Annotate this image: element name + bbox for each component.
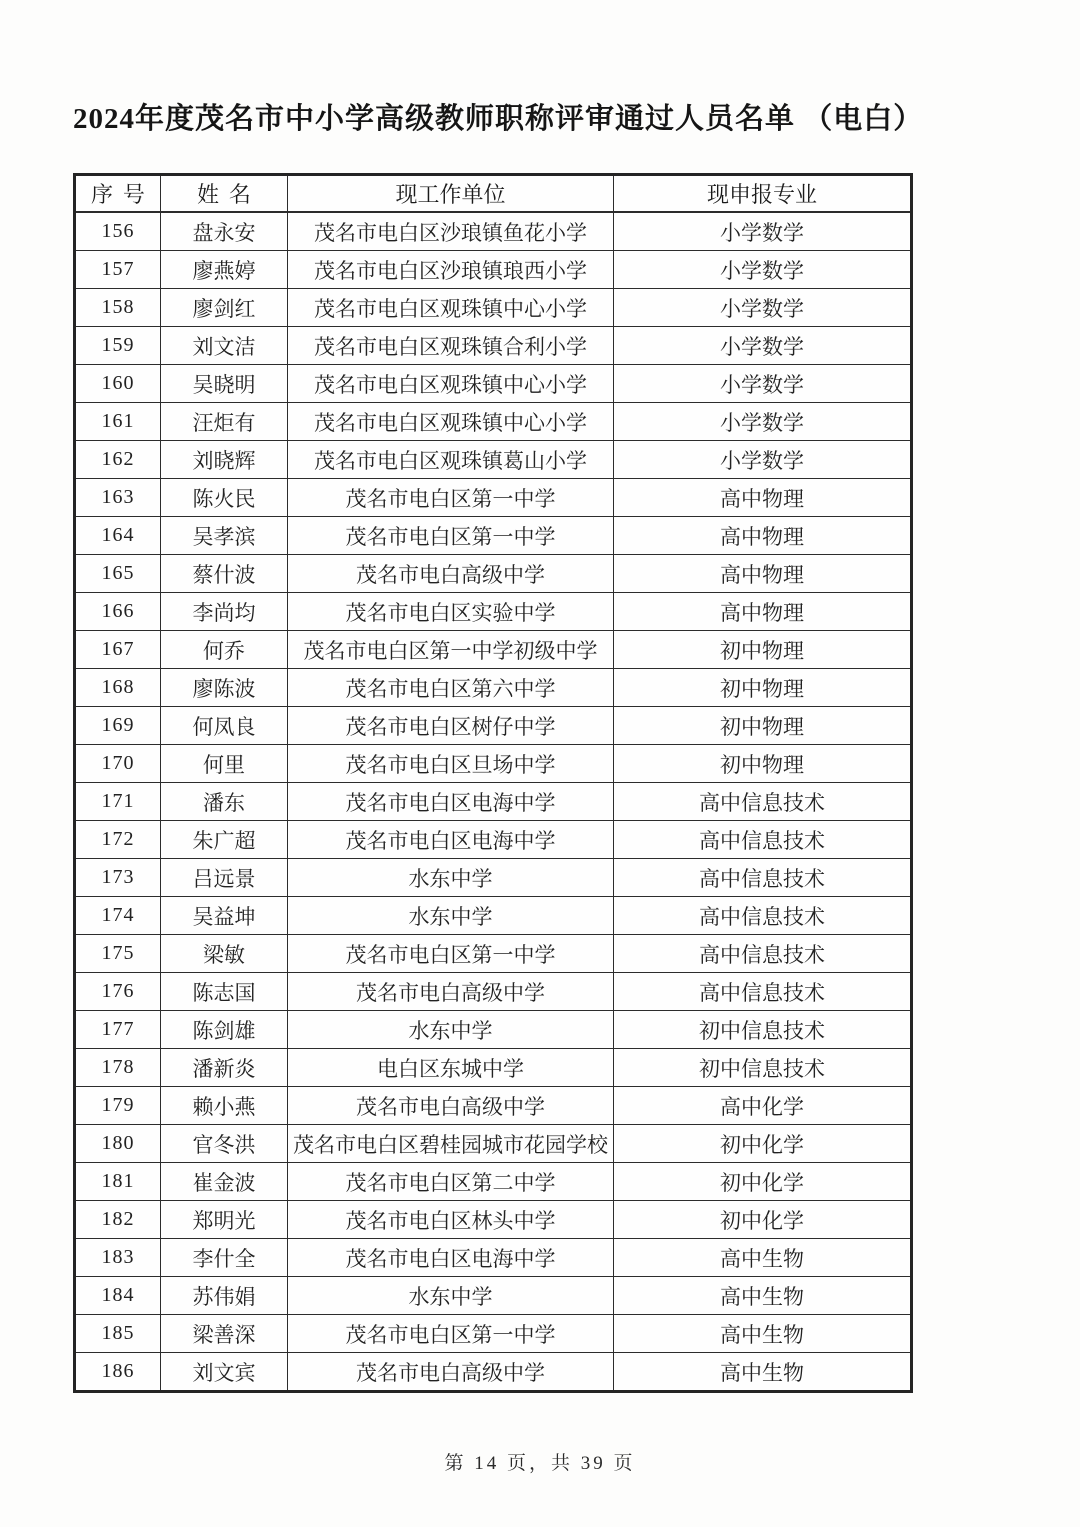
cell-name: 崔金波 [161, 1163, 288, 1201]
cell-specialty: 小学数学 [614, 327, 912, 365]
cell-work-unit: 茂名市电白高级中学 [288, 555, 614, 593]
cell-work-unit: 茂名市电白区第一中学 [288, 479, 614, 517]
cell-serial: 164 [75, 517, 161, 555]
table-row [75, 935, 912, 973]
cell-work-unit: 茂名市电白区沙琅镇鱼花小学 [288, 212, 614, 251]
cell-specialty: 初中化学 [614, 1163, 912, 1201]
cell-specialty: 高中生物 [614, 1239, 912, 1277]
cell-specialty: 初中信息技术 [614, 1011, 912, 1049]
table-row [75, 403, 912, 441]
table-row [75, 1353, 912, 1392]
cell-name: 吴益坤 [161, 897, 288, 935]
cell-work-unit: 茂名市电白区沙琅镇琅西小学 [288, 251, 614, 289]
page-title: 2024年度茂名市中小学高级教师职称评审通过人员名单 （电白） [73, 103, 924, 135]
table-row [75, 1163, 912, 1201]
page-number: 第 14 页，共 39 页 [444, 1453, 636, 1474]
cell-specialty: 初中化学 [614, 1125, 912, 1163]
cell-specialty: 初中物理 [614, 745, 912, 783]
cell-name: 廖燕婷 [161, 251, 288, 289]
cell-serial: 158 [75, 289, 161, 327]
cell-serial: 157 [75, 251, 161, 289]
cell-specialty: 初中物理 [614, 707, 912, 745]
table-row [75, 783, 912, 821]
cell-work-unit: 茂名市电白区第二中学 [288, 1163, 614, 1201]
table-row [75, 669, 912, 707]
table-row [75, 897, 912, 935]
cell-name: 潘新炎 [161, 1049, 288, 1087]
cell-name: 刘晓辉 [161, 441, 288, 479]
cell-specialty: 高中生物 [614, 1353, 912, 1392]
table-row [75, 251, 912, 289]
cell-specialty: 高中生物 [614, 1315, 912, 1353]
cell-specialty: 高中物理 [614, 593, 912, 631]
cell-name: 吴晓明 [161, 365, 288, 403]
cell-specialty: 高中信息技术 [614, 783, 912, 821]
table-row [75, 479, 912, 517]
table-row [75, 1239, 912, 1277]
cell-work-unit: 茂名市电白高级中学 [288, 973, 614, 1011]
cell-name: 何乔 [161, 631, 288, 669]
cell-serial: 182 [75, 1201, 161, 1239]
cell-serial: 160 [75, 365, 161, 403]
cell-work-unit: 茂名市电白区观珠镇中心小学 [288, 403, 614, 441]
table-row [75, 365, 912, 403]
cell-name: 李尚均 [161, 593, 288, 631]
cell-name: 吴孝滨 [161, 517, 288, 555]
cell-specialty: 高中信息技术 [614, 821, 912, 859]
cell-serial: 156 [75, 212, 161, 251]
cell-work-unit: 茂名市电白区观珠镇中心小学 [288, 365, 614, 403]
cell-work-unit: 茂名市电白区观珠镇葛山小学 [288, 441, 614, 479]
cell-work-unit: 茂名市电白区第一中学 [288, 1315, 614, 1353]
table-row [75, 859, 912, 897]
cell-work-unit: 茂名市电白区第一中学 [288, 935, 614, 973]
cell-work-unit: 茂名市电白区第六中学 [288, 669, 614, 707]
cell-work-unit: 茂名市电白区第一中学 [288, 517, 614, 555]
cell-name: 蔡什波 [161, 555, 288, 593]
cell-serial: 183 [75, 1239, 161, 1277]
cell-work-unit: 水东中学 [288, 1011, 614, 1049]
cell-specialty: 高中信息技术 [614, 935, 912, 973]
cell-specialty: 高中化学 [614, 1087, 912, 1125]
cell-name: 郑明光 [161, 1201, 288, 1239]
cell-specialty: 初中信息技术 [614, 1049, 912, 1087]
cell-serial: 174 [75, 897, 161, 935]
table-row [75, 1201, 912, 1239]
table-row [75, 327, 912, 365]
cell-serial: 162 [75, 441, 161, 479]
cell-name: 刘文洁 [161, 327, 288, 365]
table-row [75, 212, 912, 251]
cell-specialty: 高中信息技术 [614, 859, 912, 897]
cell-name: 陈志国 [161, 973, 288, 1011]
cell-name: 潘东 [161, 783, 288, 821]
cell-specialty: 高中物理 [614, 479, 912, 517]
column-header-name: 姓名 [161, 175, 288, 213]
column-header-work-unit: 现工作单位 [288, 175, 614, 213]
table-row [75, 517, 912, 555]
cell-serial: 180 [75, 1125, 161, 1163]
cell-work-unit: 茂名市电白区碧桂园城市花园学校 [288, 1125, 614, 1163]
table-row [75, 1011, 912, 1049]
cell-name: 吕远景 [161, 859, 288, 897]
cell-name: 朱广超 [161, 821, 288, 859]
table-row [75, 1049, 912, 1087]
table-row [75, 745, 912, 783]
cell-serial: 177 [75, 1011, 161, 1049]
cell-name: 何凤良 [161, 707, 288, 745]
cell-name: 廖剑红 [161, 289, 288, 327]
table-header-row [75, 175, 912, 213]
cell-work-unit: 水东中学 [288, 897, 614, 935]
cell-specialty: 小学数学 [614, 289, 912, 327]
cell-name: 廖陈波 [161, 669, 288, 707]
cell-specialty: 初中物理 [614, 631, 912, 669]
cell-specialty: 高中信息技术 [614, 897, 912, 935]
cell-specialty: 初中物理 [614, 669, 912, 707]
table-row [75, 1087, 912, 1125]
cell-name: 李什全 [161, 1239, 288, 1277]
cell-work-unit: 茂名市电白区第一中学初级中学 [288, 631, 614, 669]
cell-serial: 175 [75, 935, 161, 973]
cell-specialty: 小学数学 [614, 441, 912, 479]
cell-specialty: 高中信息技术 [614, 973, 912, 1011]
cell-serial: 168 [75, 669, 161, 707]
cell-serial: 163 [75, 479, 161, 517]
table-row [75, 973, 912, 1011]
table-row [75, 593, 912, 631]
cell-name: 赖小燕 [161, 1087, 288, 1125]
cell-serial: 161 [75, 403, 161, 441]
table-row [75, 1125, 912, 1163]
cell-specialty: 小学数学 [614, 365, 912, 403]
cell-serial: 167 [75, 631, 161, 669]
cell-name: 汪炬有 [161, 403, 288, 441]
cell-serial: 181 [75, 1163, 161, 1201]
table-row [75, 631, 912, 669]
cell-serial: 184 [75, 1277, 161, 1315]
cell-work-unit: 茂名市电白区电海中学 [288, 821, 614, 859]
cell-serial: 172 [75, 821, 161, 859]
cell-work-unit: 电白区东城中学 [288, 1049, 614, 1087]
cell-specialty: 小学数学 [614, 403, 912, 441]
cell-name: 官冬洪 [161, 1125, 288, 1163]
table-row [75, 555, 912, 593]
cell-serial: 178 [75, 1049, 161, 1087]
cell-serial: 169 [75, 707, 161, 745]
table-row [75, 441, 912, 479]
cell-work-unit: 茂名市电白区电海中学 [288, 783, 614, 821]
cell-serial: 165 [75, 555, 161, 593]
cell-work-unit: 茂名市电白区树仔中学 [288, 707, 614, 745]
table-row [75, 289, 912, 327]
cell-work-unit: 茂名市电白区观珠镇中心小学 [288, 289, 614, 327]
cell-name: 梁善深 [161, 1315, 288, 1353]
cell-specialty: 高中物理 [614, 517, 912, 555]
cell-serial: 166 [75, 593, 161, 631]
cell-serial: 173 [75, 859, 161, 897]
cell-work-unit: 水东中学 [288, 1277, 614, 1315]
cell-work-unit: 茂名市电白高级中学 [288, 1087, 614, 1125]
table-row [75, 821, 912, 859]
cell-name: 陈剑雄 [161, 1011, 288, 1049]
cell-serial: 170 [75, 745, 161, 783]
cell-work-unit: 茂名市电白区实验中学 [288, 593, 614, 631]
roster-table [73, 173, 913, 1393]
table-body [75, 212, 912, 1392]
cell-name: 盘永安 [161, 212, 288, 251]
cell-serial: 179 [75, 1087, 161, 1125]
table-row [75, 707, 912, 745]
cell-specialty: 小学数学 [614, 251, 912, 289]
column-header-specialty: 现申报专业 [614, 175, 912, 213]
cell-name: 苏伟娟 [161, 1277, 288, 1315]
cell-serial: 159 [75, 327, 161, 365]
cell-specialty: 小学数学 [614, 212, 912, 251]
cell-specialty: 初中化学 [614, 1201, 912, 1239]
cell-work-unit: 茂名市电白区电海中学 [288, 1239, 614, 1277]
cell-name: 梁敏 [161, 935, 288, 973]
table-row [75, 1315, 912, 1353]
cell-serial: 185 [75, 1315, 161, 1353]
cell-name: 陈火民 [161, 479, 288, 517]
cell-name: 何里 [161, 745, 288, 783]
column-header-serial: 序号 [75, 175, 161, 213]
cell-work-unit: 茂名市电白区林头中学 [288, 1201, 614, 1239]
cell-name: 刘文宾 [161, 1353, 288, 1392]
cell-specialty: 高中物理 [614, 555, 912, 593]
cell-work-unit: 茂名市电白高级中学 [288, 1353, 614, 1392]
cell-serial: 176 [75, 973, 161, 1011]
cell-work-unit: 茂名市电白区旦场中学 [288, 745, 614, 783]
cell-work-unit: 茂名市电白区观珠镇合利小学 [288, 327, 614, 365]
cell-serial: 186 [75, 1353, 161, 1392]
table-row [75, 1277, 912, 1315]
cell-serial: 171 [75, 783, 161, 821]
cell-work-unit: 水东中学 [288, 859, 614, 897]
cell-specialty: 高中生物 [614, 1277, 912, 1315]
